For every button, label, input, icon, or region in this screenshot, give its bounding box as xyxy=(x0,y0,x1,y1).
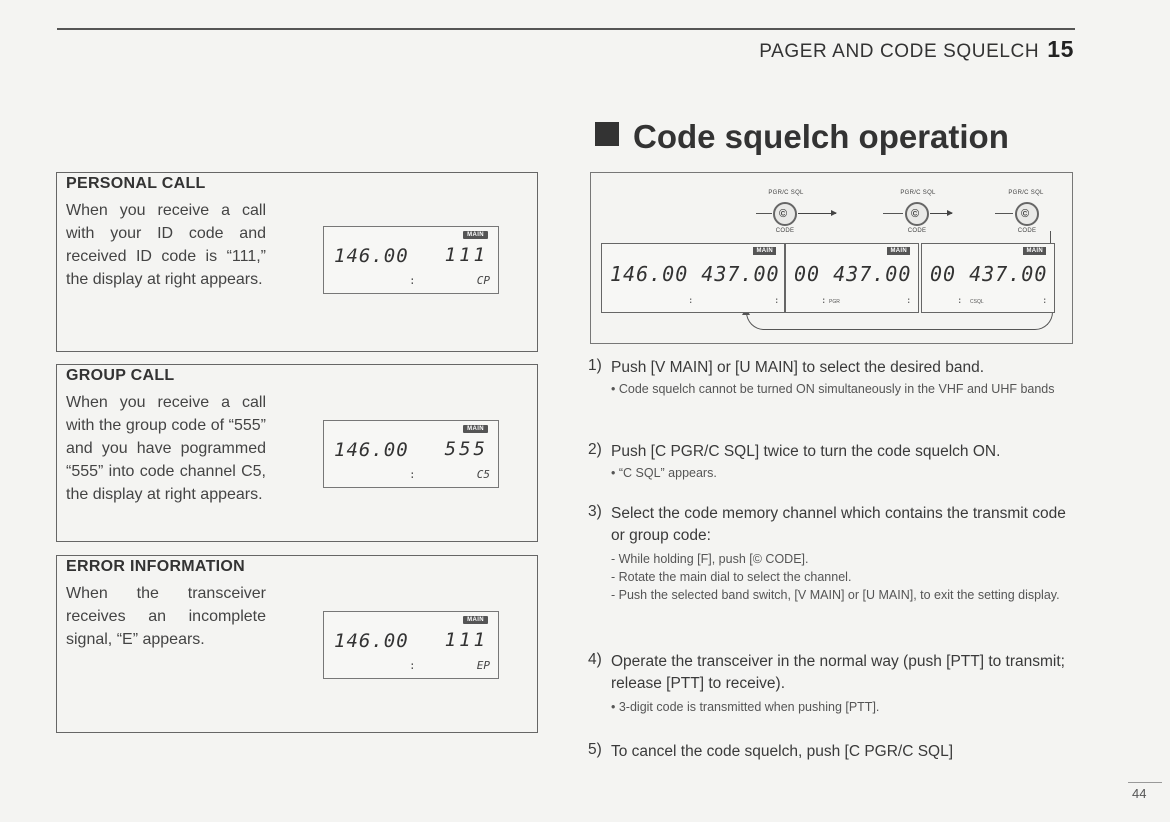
arrow-icon xyxy=(930,213,952,214)
box-heading: PERSONAL CALL xyxy=(66,175,206,192)
lcd-display xyxy=(323,611,499,679)
box-heading: ERROR INFORMATION xyxy=(66,558,246,575)
lcd-frequency: 146.00 xyxy=(334,245,409,267)
main-badge: MAIN xyxy=(463,425,488,433)
step-text: Push [V MAIN] or [U MAIN] to select the desired band. xyxy=(611,359,985,376)
lcd-frequency: 146.00 xyxy=(334,439,409,461)
lcd-colon: : xyxy=(774,296,780,306)
c-glyph: © xyxy=(1021,208,1030,220)
step-note: • “C SQL” appears. xyxy=(611,466,717,480)
main-badge: MAIN xyxy=(887,247,910,255)
lcd-colon: : xyxy=(906,296,912,306)
lcd-frequency: 146.00 xyxy=(334,630,409,652)
step-number: 2) xyxy=(588,441,602,458)
main-badge: MAIN xyxy=(753,247,776,255)
step-text: Operate the transceiver in the normal way (push [PTT] to transmit; release [PTT] to receive). xyxy=(611,653,1065,692)
lcd-step-2 xyxy=(785,243,919,313)
box-text: When the transceiver receives an incomplete signal, “E” appears. xyxy=(66,585,266,648)
lcd-sub: CP xyxy=(476,274,490,287)
code-squelch-figure xyxy=(590,172,1073,344)
lcd-step-1 xyxy=(601,243,785,313)
lead-line xyxy=(883,213,903,214)
lcd-colon: : xyxy=(409,274,416,287)
lcd-text: 00 437.00 xyxy=(794,262,912,286)
lcd-colon: : xyxy=(957,296,963,306)
pgr-csql-knob-icon xyxy=(905,202,929,226)
box-text: When you receive a call with the group code of “555” and you have pogrammed “555” into code channel C5, the display at right appears. xyxy=(66,394,266,503)
lead-line xyxy=(756,213,772,214)
step-number: 5) xyxy=(588,741,602,758)
lcd-text: 00 437.00 xyxy=(930,262,1048,286)
main-badge: MAIN xyxy=(463,231,488,239)
section-name: PAGER AND CODE SQUELCH xyxy=(759,41,1040,62)
knob-label: PGR/C SQL xyxy=(900,190,936,196)
pgr-csql-knob-icon xyxy=(773,202,797,226)
step-text: Select the code memory channel which contains the transmit code or group code: xyxy=(611,505,1066,544)
step-note: • Code squelch cannot be turned ON simultaneously in the VHF and UHF bands xyxy=(611,382,1055,396)
box-text: When you receive a call with your ID code and received ID code is “111,” the display at right appears. xyxy=(66,202,266,288)
step-note: - Rotate the main dial to select the channel. xyxy=(611,570,852,584)
step-number: 1) xyxy=(588,357,602,374)
pgr-csql-knob-icon xyxy=(1015,202,1039,226)
step-text: To cancel the code squelch, push [C PGR/C SQL] xyxy=(611,743,954,760)
lcd-colon: : xyxy=(1042,296,1048,306)
lcd-text: 146.00 437.00 xyxy=(610,262,780,286)
top-rule xyxy=(57,28,1075,30)
error-information-box xyxy=(56,555,538,733)
step-number: 4) xyxy=(588,651,602,668)
knob-label: PGR/C SQL xyxy=(768,190,804,196)
title-square-bullet xyxy=(595,122,619,146)
lcd-code: 555 xyxy=(444,438,488,460)
lcd-code: 111 xyxy=(444,629,488,651)
lcd-sub: PGR xyxy=(829,299,840,305)
section-title xyxy=(595,118,1009,156)
lcd-step-3 xyxy=(921,243,1055,313)
lead-line xyxy=(995,213,1013,214)
code-label: CODE xyxy=(775,228,795,234)
step-note: - Push the selected band switch, [V MAIN] or [U MAIN], to exit the setting display. xyxy=(611,588,1060,602)
box-heading: GROUP CALL xyxy=(66,367,175,384)
lcd-sub: EP xyxy=(476,659,490,672)
code-label: CODE xyxy=(907,228,927,234)
lcd-colon: : xyxy=(688,296,694,306)
c-glyph: © xyxy=(911,208,920,220)
lcd-display xyxy=(323,226,499,294)
page-number: 44 xyxy=(1132,786,1147,801)
lcd-colon: : xyxy=(821,296,827,306)
code-label: CODE xyxy=(1017,228,1037,234)
knob-label: PGR/C SQL xyxy=(1008,190,1044,196)
page-number-rule xyxy=(1128,782,1162,783)
step-note: • 3-digit code is transmitted when pushing [PTT]. xyxy=(611,700,880,714)
step-text: Push [C PGR/C SQL] twice to turn the code squelch ON. xyxy=(611,443,1001,460)
main-badge: MAIN xyxy=(1023,247,1046,255)
chapter-number: 15 xyxy=(1047,36,1074,62)
lcd-colon: : xyxy=(409,468,416,481)
lcd-colon: : xyxy=(409,659,416,672)
section-title-text: Code squelch operation xyxy=(633,118,1009,155)
running-header xyxy=(759,36,1074,63)
lcd-display xyxy=(323,420,499,488)
lcd-sub: C5 xyxy=(476,468,490,481)
lcd-sub: CSQL xyxy=(970,299,984,305)
c-glyph: © xyxy=(779,208,788,220)
personal-call-box xyxy=(56,172,538,352)
lcd-code: 111 xyxy=(444,244,488,266)
step-number: 3) xyxy=(588,503,602,520)
step-note: - While holding [F], push [© CODE]. xyxy=(611,552,809,566)
group-call-box xyxy=(56,364,538,542)
main-badge: MAIN xyxy=(463,616,488,624)
arrow-icon xyxy=(798,213,836,214)
